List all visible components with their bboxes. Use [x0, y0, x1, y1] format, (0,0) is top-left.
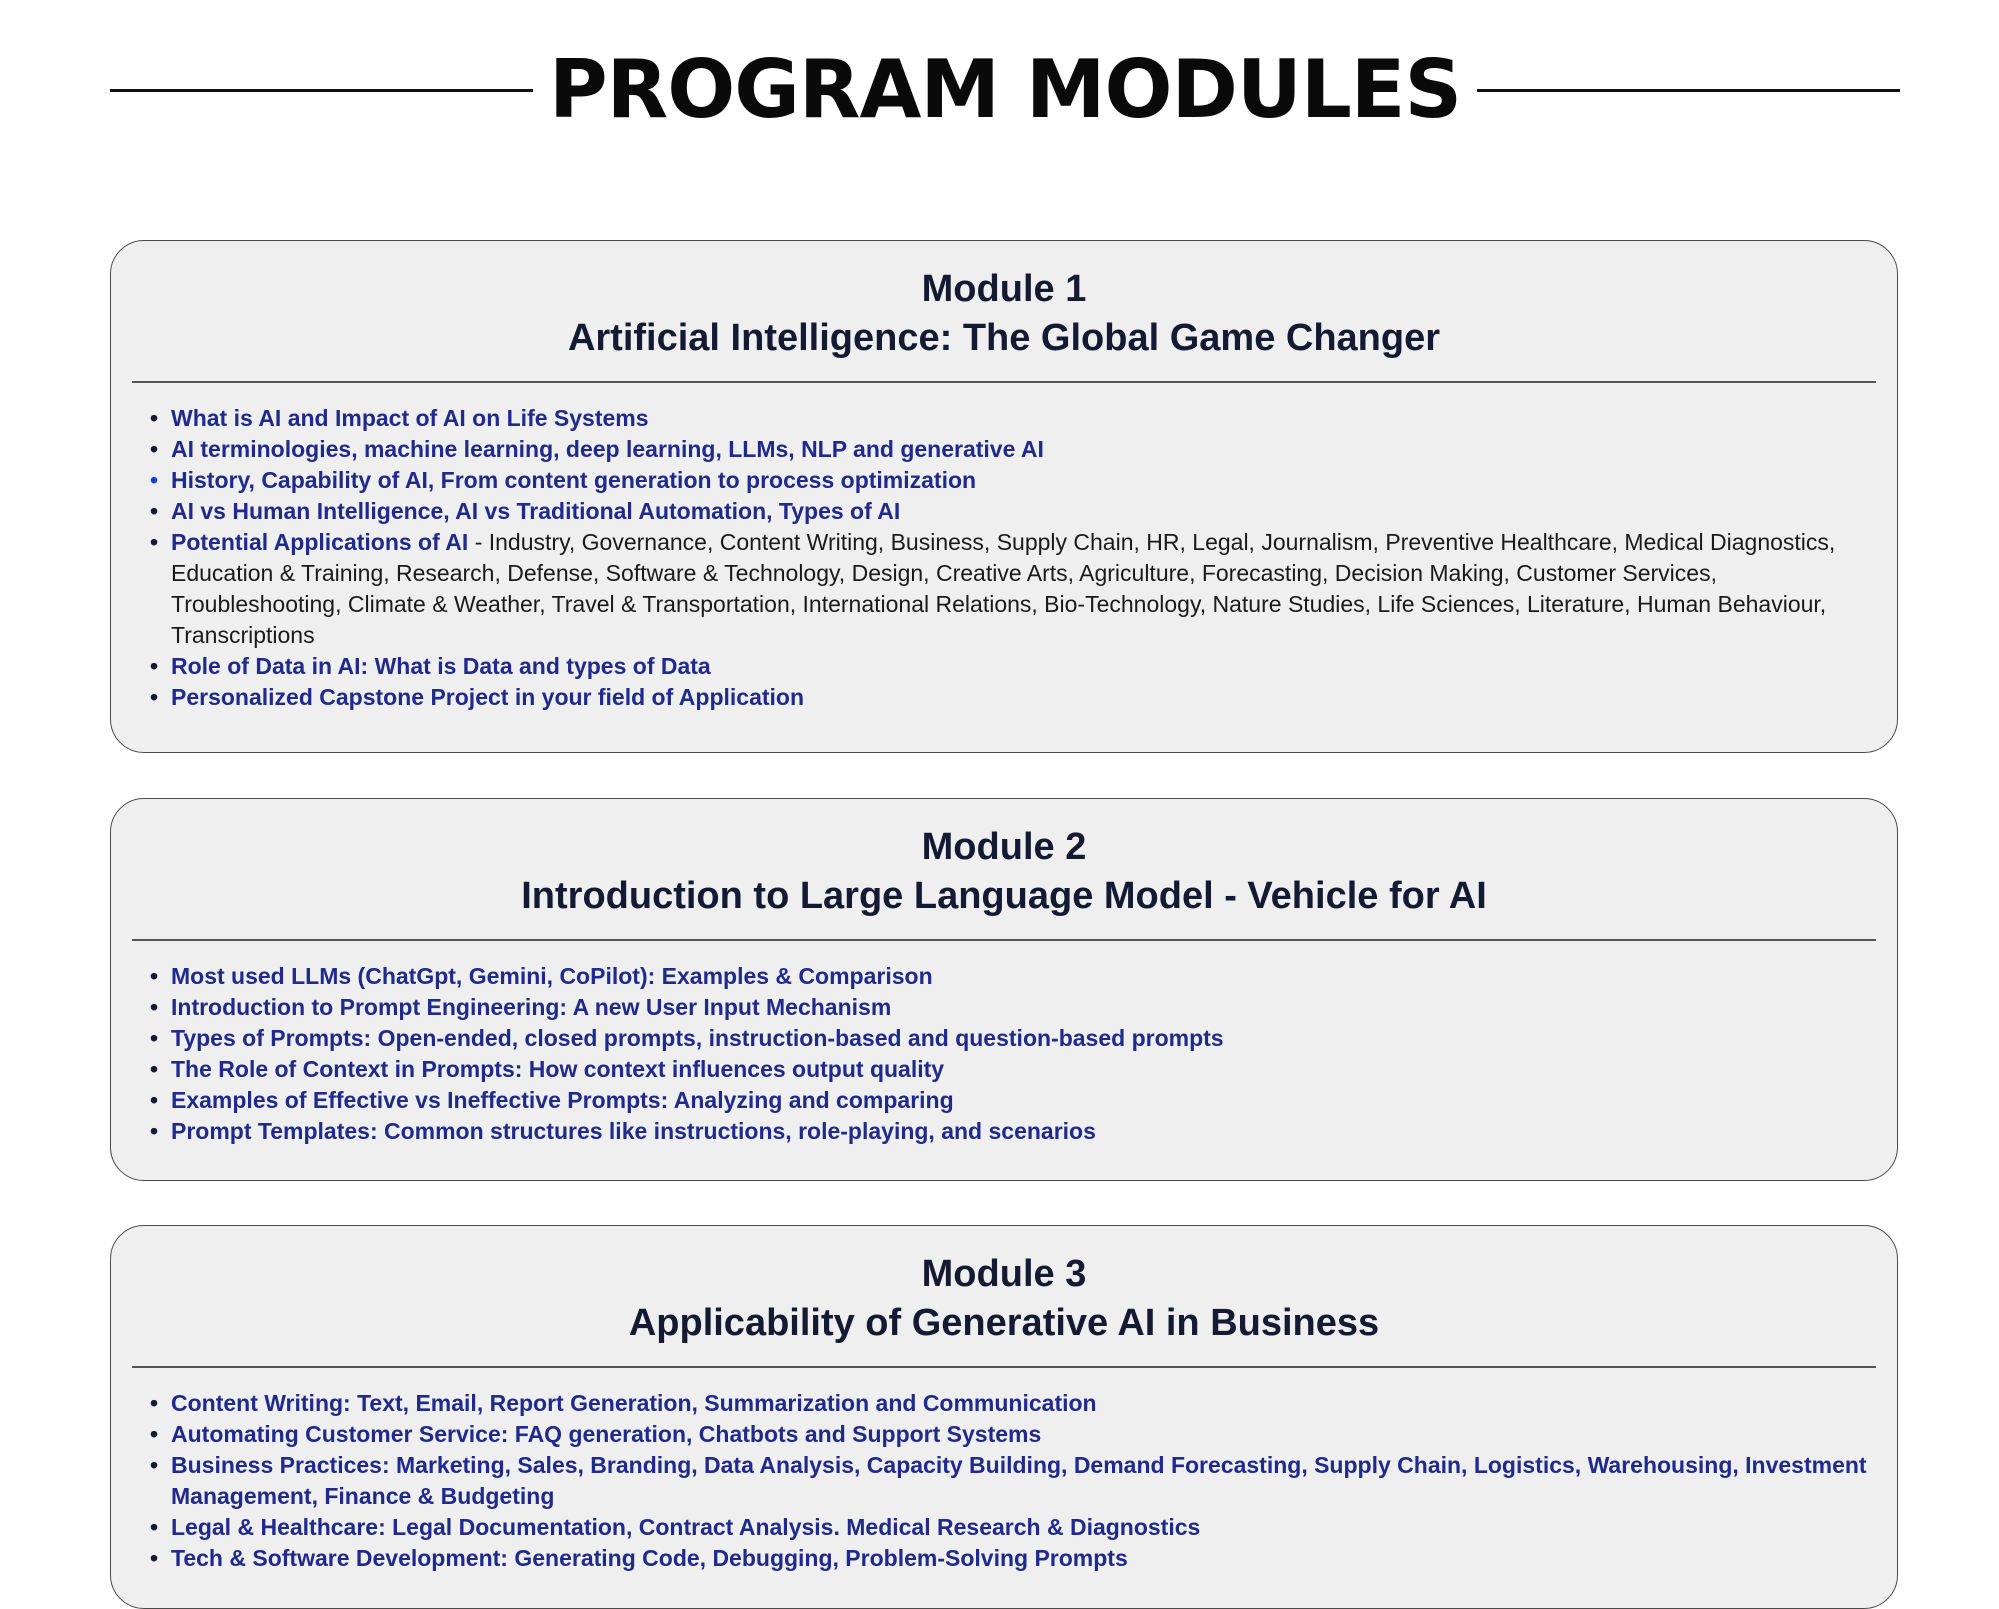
topic-item — [150, 1419, 1877, 1450]
topic-item — [150, 527, 1877, 651]
module-number: Module 3 — [921, 1253, 1087, 1295]
topic-label: Most used LLMs (ChatGpt, Gemini, CoPilot): Examples & Comparison — [171, 963, 933, 989]
topic-label: History, Capability of AI, From content generation to process optimization — [171, 467, 977, 493]
page-title: PROGRAM MODULES — [548, 43, 1462, 136]
bullet-icon: • — [150, 436, 159, 462]
topic-label: AI vs Human Intelligence, AI vs Traditional Automation, Types of AI — [171, 498, 901, 524]
module-topic-list — [150, 961, 1877, 1147]
topic-label: Prompt Templates: Common structures like instructions, role-playing, and scenarios — [171, 1118, 1096, 1144]
module-topic-list — [150, 1388, 1877, 1574]
topic-label: The Role of Context in Prompts: How context influences output quality — [171, 1056, 945, 1082]
module-title: Artificial Intelligence: The Global Game Changer — [567, 317, 1441, 359]
module-card-1 — [110, 240, 1898, 753]
topic-label: Legal & Healthcare: Legal Documentation, Contract Analysis. Medical Research & Diagnostics — [171, 1514, 1201, 1540]
module-divider — [132, 1366, 1876, 1368]
topic-item — [150, 1054, 1877, 1085]
topic-item — [150, 496, 1877, 527]
topic-label: Business Practices: Marketing, Sales, Branding, Data Analysis, Capacity Building, Demand Forecasting, Supply Chain, Logistics, Warehousing, Investment Management, Finance & Budgeting — [171, 1452, 1867, 1509]
topic-label: Types of Prompts: Open-ended, closed prompts, instruction-based and question-based prompts — [171, 1025, 1224, 1051]
topic-label: Examples of Effective vs Ineffective Prompts: Analyzing and comparing — [171, 1087, 954, 1113]
topic-label: Content Writing: Text, Email, Report Generation, Summarization and Communication — [171, 1390, 1097, 1416]
topic-item — [150, 403, 1877, 434]
topic-item — [150, 961, 1877, 992]
bullet-icon: • — [150, 529, 159, 555]
topic-item — [150, 1450, 1877, 1512]
bullet-icon: • — [150, 994, 159, 1020]
module-heading — [111, 1226, 1897, 1348]
bullet-icon: • — [150, 1118, 159, 1144]
header-right-rule — [1477, 89, 1900, 92]
module-number: Module 1 — [921, 268, 1087, 310]
topic-label: Tech & Software Development: Generating Code, Debugging, Problem-Solving Prompts — [171, 1545, 1128, 1571]
module-card-3 — [110, 1225, 1898, 1609]
module-number: Module 2 — [921, 826, 1087, 868]
bullet-icon: • — [150, 653, 159, 679]
topic-label: AI terminologies, machine learning, deep learning, LLMs, NLP and generative AI — [171, 436, 1044, 462]
bullet-icon: • — [150, 1452, 159, 1478]
module-heading — [111, 241, 1897, 363]
topic-item — [150, 651, 1877, 682]
bullet-icon: • — [150, 1545, 159, 1571]
topic-label: What is AI and Impact of AI on Life Systems — [171, 405, 649, 431]
page-header — [110, 30, 1900, 150]
topic-description: - Industry, Governance, Content Writing, Business, Supply Chain, HR, Legal, Journalism, Preventive Healthcare, Medical Diagnostics, Education & Training, Research, Defense, Software & Technology, Design, Creative Arts, Agriculture, Forecasting, Decision Making, Customer Services, Troubleshooting, Climate & Weather, Travel & Transportation, International Relations, Bio-Technology, Nature Studies, Life Sciences, Literature, Human Behaviour, Transcriptions — [171, 529, 1836, 648]
bullet-icon: • — [150, 498, 159, 524]
topic-label: Potential Applications of AI — [171, 529, 469, 555]
module-divider — [132, 939, 1876, 941]
module-title: Applicability of Generative AI in Business — [628, 1302, 1380, 1344]
topic-label: Automating Customer Service: FAQ generation, Chatbots and Support Systems — [171, 1421, 1042, 1447]
topic-item — [150, 992, 1877, 1023]
bullet-icon: • — [150, 1514, 159, 1540]
module-topic-list — [150, 403, 1877, 713]
topic-item — [150, 434, 1877, 465]
header-left-rule — [110, 89, 533, 92]
topic-item — [150, 1543, 1877, 1574]
topic-label: Personalized Capstone Project in your field of Application — [171, 684, 805, 710]
topic-item — [150, 1085, 1877, 1116]
topic-item — [150, 1116, 1877, 1147]
bullet-icon: • — [150, 1087, 159, 1113]
bullet-icon: • — [150, 1056, 159, 1082]
module-heading — [111, 799, 1897, 921]
module-title: Introduction to Large Language Model - Vehicle for AI — [521, 875, 1487, 917]
bullet-icon: • — [150, 405, 159, 431]
bullet-icon: • — [150, 684, 159, 710]
topic-item — [150, 465, 1877, 496]
bullet-icon: • — [150, 963, 159, 989]
topic-item — [150, 1512, 1877, 1543]
bullet-icon: • — [150, 1390, 159, 1416]
bullet-icon: • — [150, 1421, 159, 1447]
topic-item — [150, 682, 1877, 713]
bullet-icon: • — [150, 467, 159, 493]
topic-item — [150, 1023, 1877, 1054]
topic-item — [150, 1388, 1877, 1419]
module-card-2 — [110, 798, 1898, 1181]
bullet-icon: • — [150, 1025, 159, 1051]
topic-label: Role of Data in AI: What is Data and types of Data — [171, 653, 711, 679]
module-divider — [132, 381, 1876, 383]
topic-label: Introduction to Prompt Engineering: A new User Input Mechanism — [171, 994, 892, 1020]
